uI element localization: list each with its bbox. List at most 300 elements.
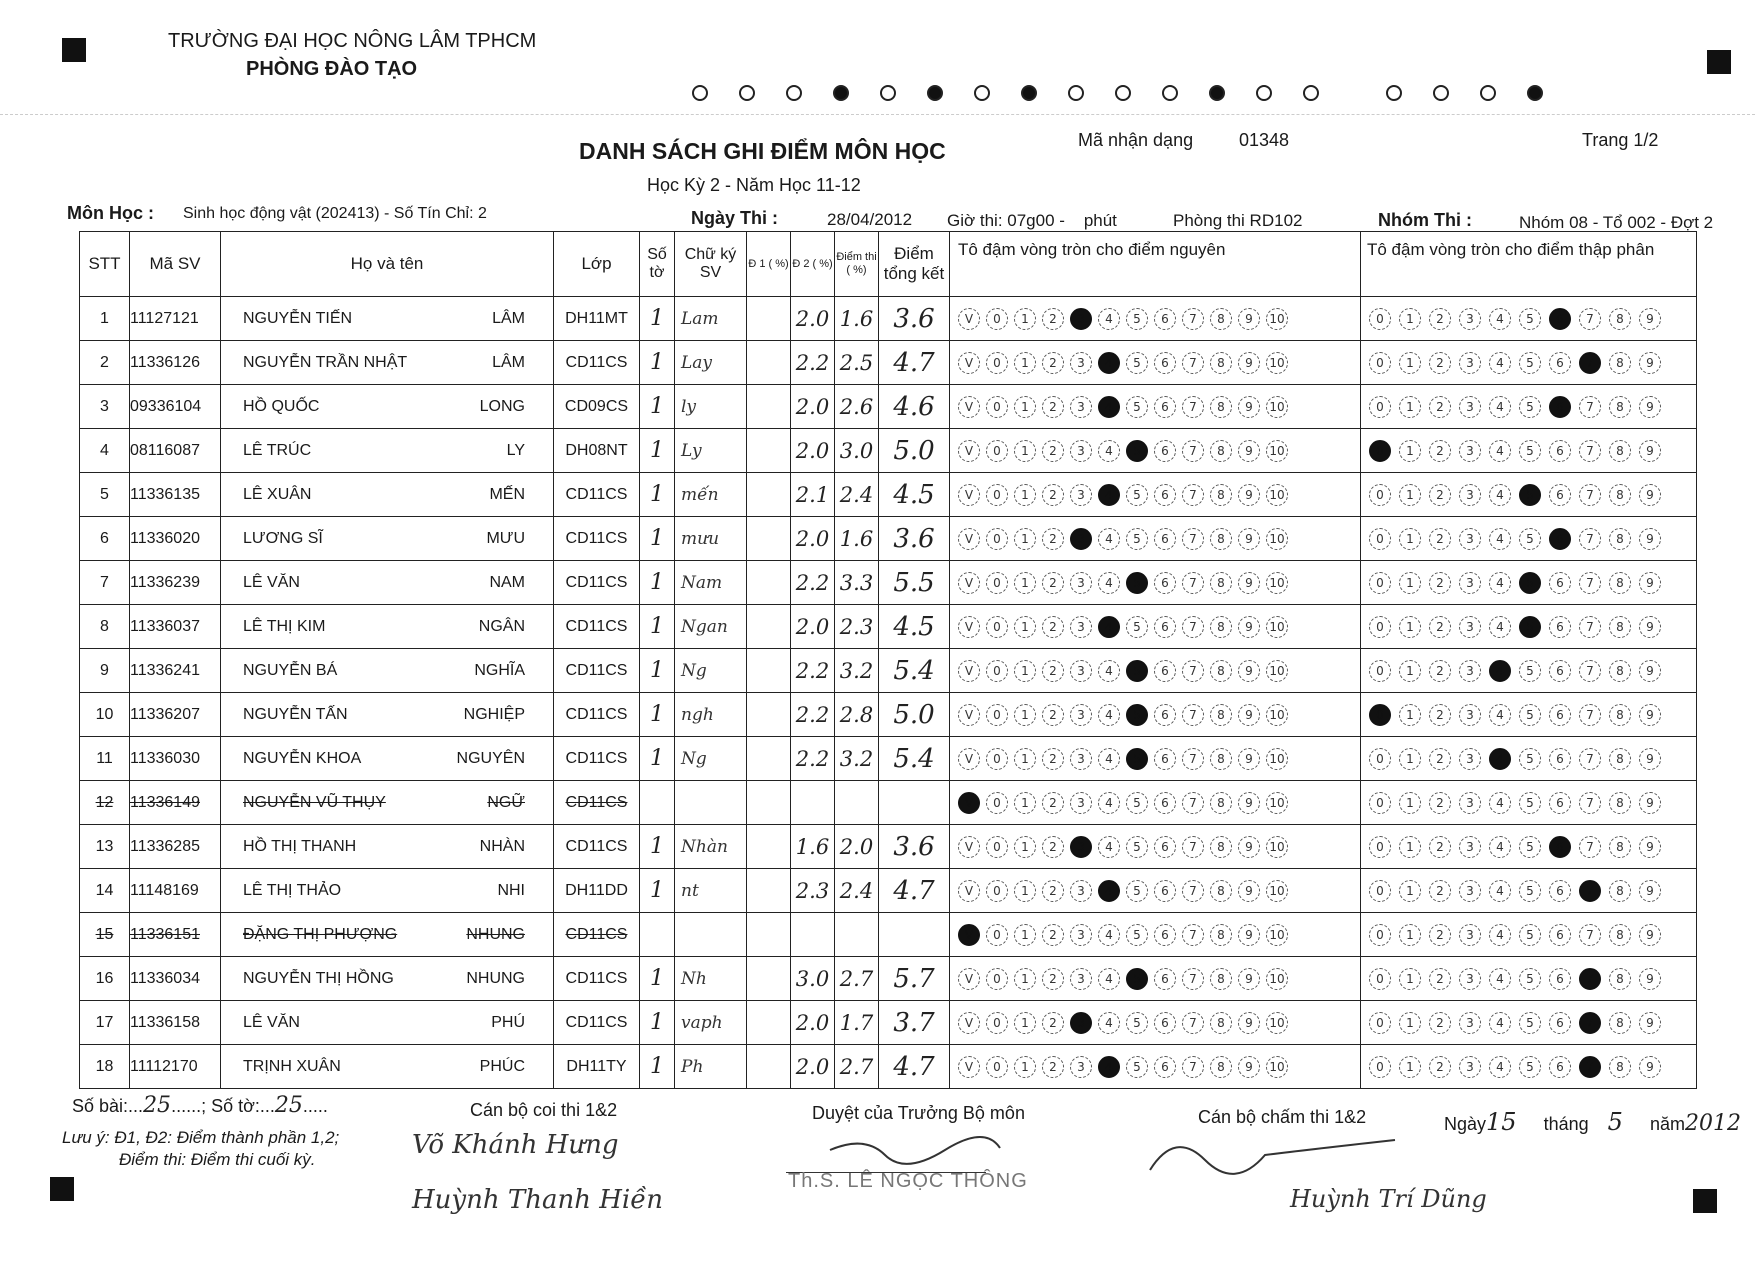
int-bubble-V[interactable]: V	[958, 572, 980, 594]
dec-bubble-9[interactable]: 9	[1639, 968, 1661, 990]
int-bubble-7[interactable]: 7	[1182, 660, 1204, 682]
int-bubble-V[interactable]: V	[958, 484, 980, 506]
int-bubble-10[interactable]: 10	[1266, 616, 1288, 638]
dec-bubble-2[interactable]: 2	[1429, 968, 1451, 990]
dec-bubble-4[interactable]: 4	[1489, 352, 1511, 374]
int-bubble-8[interactable]: 8	[1210, 836, 1232, 858]
dec-bubble-9[interactable]: 9	[1639, 352, 1661, 374]
dec-bubble-6[interactable]: 6	[1549, 528, 1571, 550]
dec-bubble-7[interactable]: 7	[1579, 308, 1601, 330]
int-bubble-2[interactable]: 2	[1042, 792, 1064, 814]
dec-bubble-5[interactable]: 5	[1519, 660, 1541, 682]
dec-bubble-2[interactable]: 2	[1429, 528, 1451, 550]
dec-bubble-8[interactable]: 8	[1609, 352, 1631, 374]
int-bubble-9[interactable]: 9	[1238, 528, 1260, 550]
int-bubble-9[interactable]: 9	[1238, 704, 1260, 726]
dec-bubble-0[interactable]: 0	[1369, 1056, 1391, 1078]
int-bubble-3[interactable]: 3	[1070, 836, 1092, 858]
dec-bubble-4[interactable]: 4	[1489, 660, 1511, 682]
dec-bubble-2[interactable]: 2	[1429, 572, 1451, 594]
int-bubble-0[interactable]: 0	[986, 968, 1008, 990]
int-bubble-7[interactable]: 7	[1182, 880, 1204, 902]
int-bubble-4[interactable]: 4	[1098, 924, 1120, 946]
dec-bubble-1[interactable]: 1	[1399, 880, 1421, 902]
int-bubble-2[interactable]: 2	[1042, 572, 1064, 594]
dec-bubble-9[interactable]: 9	[1639, 616, 1661, 638]
int-bubble-3[interactable]: 3	[1070, 484, 1092, 506]
int-bubble-3[interactable]: 3	[1070, 572, 1092, 594]
int-bubble-1[interactable]: 1	[1014, 616, 1036, 638]
dec-bubble-6[interactable]: 6	[1549, 616, 1571, 638]
int-bubble-6[interactable]: 6	[1154, 396, 1176, 418]
int-bubble-7[interactable]: 7	[1182, 924, 1204, 946]
int-bubble-0[interactable]: 0	[986, 484, 1008, 506]
int-bubble-0[interactable]: 0	[986, 836, 1008, 858]
dec-bubble-3[interactable]: 3	[1459, 1056, 1481, 1078]
dec-bubble-8[interactable]: 8	[1609, 572, 1631, 594]
int-bubble-4[interactable]: 4	[1098, 836, 1120, 858]
dec-bubble-9[interactable]: 9	[1639, 396, 1661, 418]
int-bubble-5[interactable]: 5	[1126, 484, 1148, 506]
int-bubble-8[interactable]: 8	[1210, 308, 1232, 330]
int-bubble-10[interactable]: 10	[1266, 704, 1288, 726]
dec-bubble-5[interactable]: 5	[1519, 924, 1541, 946]
int-bubble-6[interactable]: 6	[1154, 836, 1176, 858]
dec-bubble-9[interactable]: 9	[1639, 1012, 1661, 1034]
int-bubble-4[interactable]: 4	[1098, 704, 1120, 726]
dec-bubble-5[interactable]: 5	[1519, 1056, 1541, 1078]
dec-bubble-2[interactable]: 2	[1429, 1056, 1451, 1078]
dec-bubble-9[interactable]: 9	[1639, 1056, 1661, 1078]
int-bubble-7[interactable]: 7	[1182, 1056, 1204, 1078]
dec-bubble-9[interactable]: 9	[1639, 572, 1661, 594]
int-bubble-V[interactable]: V	[958, 352, 980, 374]
dec-bubble-4[interactable]: 4	[1489, 704, 1511, 726]
dec-bubble-4[interactable]: 4	[1489, 924, 1511, 946]
dec-bubble-3[interactable]: 3	[1459, 352, 1481, 374]
int-bubble-2[interactable]: 2	[1042, 396, 1064, 418]
int-bubble-0[interactable]: 0	[986, 748, 1008, 770]
int-bubble-10[interactable]: 10	[1266, 836, 1288, 858]
int-bubble-7[interactable]: 7	[1182, 396, 1204, 418]
dec-bubble-3[interactable]: 3	[1459, 440, 1481, 462]
int-bubble-V[interactable]: V	[958, 704, 980, 726]
dec-bubble-3[interactable]: 3	[1459, 968, 1481, 990]
int-bubble-6[interactable]: 6	[1154, 1012, 1176, 1034]
int-bubble-8[interactable]: 8	[1210, 968, 1232, 990]
int-bubble-6[interactable]: 6	[1154, 880, 1176, 902]
int-bubble-7[interactable]: 7	[1182, 792, 1204, 814]
dec-bubble-4[interactable]: 4	[1489, 836, 1511, 858]
int-bubble-10[interactable]: 10	[1266, 1012, 1288, 1034]
dec-bubble-4[interactable]: 4	[1489, 308, 1511, 330]
int-bubble-9[interactable]: 9	[1238, 880, 1260, 902]
int-bubble-10[interactable]: 10	[1266, 748, 1288, 770]
int-bubble-6[interactable]: 6	[1154, 352, 1176, 374]
dec-bubble-3[interactable]: 3	[1459, 704, 1481, 726]
dec-bubble-7[interactable]: 7	[1579, 880, 1601, 902]
int-bubble-10[interactable]: 10	[1266, 924, 1288, 946]
dec-bubble-6[interactable]: 6	[1549, 440, 1571, 462]
dec-bubble-7[interactable]: 7	[1579, 1012, 1601, 1034]
int-bubble-8[interactable]: 8	[1210, 792, 1232, 814]
int-bubble-9[interactable]: 9	[1238, 792, 1260, 814]
int-bubble-1[interactable]: 1	[1014, 1056, 1036, 1078]
dec-bubble-2[interactable]: 2	[1429, 792, 1451, 814]
dec-bubble-2[interactable]: 2	[1429, 308, 1451, 330]
int-bubble-4[interactable]: 4	[1098, 792, 1120, 814]
int-bubble-7[interactable]: 7	[1182, 440, 1204, 462]
dec-bubble-4[interactable]: 4	[1489, 968, 1511, 990]
int-bubble-6[interactable]: 6	[1154, 528, 1176, 550]
int-bubble-V[interactable]: V	[958, 396, 980, 418]
dec-bubble-0[interactable]: 0	[1369, 572, 1391, 594]
int-bubble-9[interactable]: 9	[1238, 616, 1260, 638]
dec-bubble-2[interactable]: 2	[1429, 484, 1451, 506]
int-bubble-1[interactable]: 1	[1014, 440, 1036, 462]
int-bubble-0[interactable]: 0	[986, 1012, 1008, 1034]
int-bubble-2[interactable]: 2	[1042, 1012, 1064, 1034]
int-bubble-2[interactable]: 2	[1042, 880, 1064, 902]
int-bubble-0[interactable]: 0	[986, 792, 1008, 814]
int-bubble-V[interactable]: V	[958, 616, 980, 638]
dec-bubble-2[interactable]: 2	[1429, 748, 1451, 770]
int-bubble-10[interactable]: 10	[1266, 1056, 1288, 1078]
dec-bubble-4[interactable]: 4	[1489, 616, 1511, 638]
int-bubble-7[interactable]: 7	[1182, 1012, 1204, 1034]
int-bubble-10[interactable]: 10	[1266, 528, 1288, 550]
dec-bubble-0[interactable]: 0	[1369, 660, 1391, 682]
int-bubble-8[interactable]: 8	[1210, 880, 1232, 902]
int-bubble-4[interactable]: 4	[1098, 660, 1120, 682]
int-bubble-2[interactable]: 2	[1042, 924, 1064, 946]
int-bubble-8[interactable]: 8	[1210, 924, 1232, 946]
dec-bubble-5[interactable]: 5	[1519, 880, 1541, 902]
int-bubble-9[interactable]: 9	[1238, 572, 1260, 594]
int-bubble-V[interactable]: V	[958, 880, 980, 902]
dec-bubble-4[interactable]: 4	[1489, 792, 1511, 814]
int-bubble-1[interactable]: 1	[1014, 660, 1036, 682]
dec-bubble-0[interactable]: 0	[1369, 968, 1391, 990]
dec-bubble-6[interactable]: 6	[1549, 308, 1571, 330]
dec-bubble-8[interactable]: 8	[1609, 484, 1631, 506]
dec-bubble-0[interactable]: 0	[1369, 880, 1391, 902]
int-bubble-2[interactable]: 2	[1042, 660, 1064, 682]
int-bubble-4[interactable]: 4	[1098, 572, 1120, 594]
int-bubble-V[interactable]: V	[958, 836, 980, 858]
int-bubble-9[interactable]: 9	[1238, 924, 1260, 946]
int-bubble-4[interactable]: 4	[1098, 880, 1120, 902]
dec-bubble-1[interactable]: 1	[1399, 924, 1421, 946]
int-bubble-1[interactable]: 1	[1014, 528, 1036, 550]
int-bubble-1[interactable]: 1	[1014, 352, 1036, 374]
int-bubble-3[interactable]: 3	[1070, 308, 1092, 330]
dec-bubble-2[interactable]: 2	[1429, 616, 1451, 638]
dec-bubble-6[interactable]: 6	[1549, 484, 1571, 506]
int-bubble-4[interactable]: 4	[1098, 308, 1120, 330]
int-bubble-5[interactable]: 5	[1126, 528, 1148, 550]
int-bubble-0[interactable]: 0	[986, 660, 1008, 682]
int-bubble-1[interactable]: 1	[1014, 572, 1036, 594]
int-bubble-3[interactable]: 3	[1070, 968, 1092, 990]
dec-bubble-5[interactable]: 5	[1519, 748, 1541, 770]
dec-bubble-0[interactable]: 0	[1369, 836, 1391, 858]
dec-bubble-8[interactable]: 8	[1609, 1012, 1631, 1034]
int-bubble-8[interactable]: 8	[1210, 660, 1232, 682]
int-bubble-3[interactable]: 3	[1070, 704, 1092, 726]
int-bubble-1[interactable]: 1	[1014, 924, 1036, 946]
int-bubble-V[interactable]: V	[958, 1012, 980, 1034]
int-bubble-3[interactable]: 3	[1070, 748, 1092, 770]
dec-bubble-8[interactable]: 8	[1609, 968, 1631, 990]
dec-bubble-3[interactable]: 3	[1459, 396, 1481, 418]
dec-bubble-9[interactable]: 9	[1639, 880, 1661, 902]
int-bubble-10[interactable]: 10	[1266, 484, 1288, 506]
dec-bubble-9[interactable]: 9	[1639, 484, 1661, 506]
int-bubble-4[interactable]: 4	[1098, 352, 1120, 374]
int-bubble-5[interactable]: 5	[1126, 792, 1148, 814]
dec-bubble-1[interactable]: 1	[1399, 836, 1421, 858]
int-bubble-3[interactable]: 3	[1070, 440, 1092, 462]
dec-bubble-7[interactable]: 7	[1579, 660, 1601, 682]
int-bubble-7[interactable]: 7	[1182, 352, 1204, 374]
int-bubble-1[interactable]: 1	[1014, 396, 1036, 418]
dec-bubble-1[interactable]: 1	[1399, 484, 1421, 506]
int-bubble-9[interactable]: 9	[1238, 484, 1260, 506]
int-bubble-5[interactable]: 5	[1126, 308, 1148, 330]
dec-bubble-7[interactable]: 7	[1579, 792, 1601, 814]
dec-bubble-4[interactable]: 4	[1489, 396, 1511, 418]
int-bubble-3[interactable]: 3	[1070, 1012, 1092, 1034]
int-bubble-3[interactable]: 3	[1070, 396, 1092, 418]
int-bubble-4[interactable]: 4	[1098, 616, 1120, 638]
dec-bubble-0[interactable]: 0	[1369, 924, 1391, 946]
int-bubble-7[interactable]: 7	[1182, 484, 1204, 506]
dec-bubble-1[interactable]: 1	[1399, 968, 1421, 990]
dec-bubble-9[interactable]: 9	[1639, 660, 1661, 682]
dec-bubble-1[interactable]: 1	[1399, 1056, 1421, 1078]
dec-bubble-3[interactable]: 3	[1459, 792, 1481, 814]
dec-bubble-0[interactable]: 0	[1369, 748, 1391, 770]
dec-bubble-4[interactable]: 4	[1489, 1012, 1511, 1034]
dec-bubble-7[interactable]: 7	[1579, 748, 1601, 770]
int-bubble-9[interactable]: 9	[1238, 308, 1260, 330]
dec-bubble-4[interactable]: 4	[1489, 528, 1511, 550]
dec-bubble-0[interactable]: 0	[1369, 528, 1391, 550]
int-bubble-9[interactable]: 9	[1238, 660, 1260, 682]
dec-bubble-7[interactable]: 7	[1579, 484, 1601, 506]
int-bubble-5[interactable]: 5	[1126, 660, 1148, 682]
dec-bubble-6[interactable]: 6	[1549, 968, 1571, 990]
dec-bubble-9[interactable]: 9	[1639, 704, 1661, 726]
dec-bubble-5[interactable]: 5	[1519, 528, 1541, 550]
int-bubble-3[interactable]: 3	[1070, 616, 1092, 638]
dec-bubble-0[interactable]: 0	[1369, 352, 1391, 374]
int-bubble-10[interactable]: 10	[1266, 396, 1288, 418]
dec-bubble-3[interactable]: 3	[1459, 572, 1481, 594]
int-bubble-8[interactable]: 8	[1210, 704, 1232, 726]
dec-bubble-2[interactable]: 2	[1429, 440, 1451, 462]
int-bubble-10[interactable]: 10	[1266, 440, 1288, 462]
int-bubble-3[interactable]: 3	[1070, 792, 1092, 814]
int-bubble-8[interactable]: 8	[1210, 484, 1232, 506]
dec-bubble-2[interactable]: 2	[1429, 396, 1451, 418]
dec-bubble-4[interactable]: 4	[1489, 440, 1511, 462]
int-bubble-V[interactable]: V	[958, 792, 980, 814]
dec-bubble-2[interactable]: 2	[1429, 880, 1451, 902]
dec-bubble-3[interactable]: 3	[1459, 484, 1481, 506]
int-bubble-6[interactable]: 6	[1154, 792, 1176, 814]
int-bubble-6[interactable]: 6	[1154, 616, 1176, 638]
int-bubble-2[interactable]: 2	[1042, 748, 1064, 770]
int-bubble-1[interactable]: 1	[1014, 704, 1036, 726]
int-bubble-9[interactable]: 9	[1238, 396, 1260, 418]
int-bubble-4[interactable]: 4	[1098, 528, 1120, 550]
int-bubble-6[interactable]: 6	[1154, 1056, 1176, 1078]
int-bubble-0[interactable]: 0	[986, 616, 1008, 638]
dec-bubble-0[interactable]: 0	[1369, 1012, 1391, 1034]
int-bubble-0[interactable]: 0	[986, 572, 1008, 594]
dec-bubble-3[interactable]: 3	[1459, 660, 1481, 682]
dec-bubble-9[interactable]: 9	[1639, 308, 1661, 330]
dec-bubble-4[interactable]: 4	[1489, 880, 1511, 902]
int-bubble-2[interactable]: 2	[1042, 528, 1064, 550]
int-bubble-4[interactable]: 4	[1098, 1056, 1120, 1078]
dec-bubble-1[interactable]: 1	[1399, 352, 1421, 374]
int-bubble-5[interactable]: 5	[1126, 704, 1148, 726]
int-bubble-8[interactable]: 8	[1210, 352, 1232, 374]
dec-bubble-7[interactable]: 7	[1579, 396, 1601, 418]
int-bubble-3[interactable]: 3	[1070, 880, 1092, 902]
int-bubble-10[interactable]: 10	[1266, 968, 1288, 990]
dec-bubble-5[interactable]: 5	[1519, 836, 1541, 858]
dec-bubble-5[interactable]: 5	[1519, 616, 1541, 638]
dec-bubble-8[interactable]: 8	[1609, 836, 1631, 858]
dec-bubble-7[interactable]: 7	[1579, 528, 1601, 550]
dec-bubble-3[interactable]: 3	[1459, 880, 1481, 902]
dec-bubble-8[interactable]: 8	[1609, 704, 1631, 726]
int-bubble-5[interactable]: 5	[1126, 1056, 1148, 1078]
dec-bubble-5[interactable]: 5	[1519, 792, 1541, 814]
dec-bubble-7[interactable]: 7	[1579, 924, 1601, 946]
dec-bubble-8[interactable]: 8	[1609, 660, 1631, 682]
dec-bubble-1[interactable]: 1	[1399, 1012, 1421, 1034]
int-bubble-5[interactable]: 5	[1126, 836, 1148, 858]
dec-bubble-6[interactable]: 6	[1549, 924, 1571, 946]
dec-bubble-3[interactable]: 3	[1459, 836, 1481, 858]
dec-bubble-8[interactable]: 8	[1609, 1056, 1631, 1078]
int-bubble-4[interactable]: 4	[1098, 440, 1120, 462]
int-bubble-0[interactable]: 0	[986, 924, 1008, 946]
int-bubble-2[interactable]: 2	[1042, 704, 1064, 726]
dec-bubble-0[interactable]: 0	[1369, 440, 1391, 462]
int-bubble-V[interactable]: V	[958, 968, 980, 990]
int-bubble-V[interactable]: V	[958, 440, 980, 462]
int-bubble-8[interactable]: 8	[1210, 1012, 1232, 1034]
int-bubble-8[interactable]: 8	[1210, 396, 1232, 418]
int-bubble-5[interactable]: 5	[1126, 880, 1148, 902]
int-bubble-4[interactable]: 4	[1098, 968, 1120, 990]
dec-bubble-2[interactable]: 2	[1429, 704, 1451, 726]
dec-bubble-5[interactable]: 5	[1519, 396, 1541, 418]
dec-bubble-8[interactable]: 8	[1609, 396, 1631, 418]
dec-bubble-7[interactable]: 7	[1579, 968, 1601, 990]
dec-bubble-6[interactable]: 6	[1549, 748, 1571, 770]
dec-bubble-9[interactable]: 9	[1639, 792, 1661, 814]
dec-bubble-2[interactable]: 2	[1429, 660, 1451, 682]
dec-bubble-8[interactable]: 8	[1609, 880, 1631, 902]
dec-bubble-1[interactable]: 1	[1399, 748, 1421, 770]
dec-bubble-5[interactable]: 5	[1519, 968, 1541, 990]
dec-bubble-6[interactable]: 6	[1549, 792, 1571, 814]
int-bubble-4[interactable]: 4	[1098, 1012, 1120, 1034]
int-bubble-V[interactable]: V	[958, 748, 980, 770]
int-bubble-3[interactable]: 3	[1070, 660, 1092, 682]
int-bubble-1[interactable]: 1	[1014, 880, 1036, 902]
dec-bubble-2[interactable]: 2	[1429, 1012, 1451, 1034]
dec-bubble-2[interactable]: 2	[1429, 352, 1451, 374]
int-bubble-2[interactable]: 2	[1042, 616, 1064, 638]
int-bubble-9[interactable]: 9	[1238, 440, 1260, 462]
int-bubble-1[interactable]: 1	[1014, 1012, 1036, 1034]
int-bubble-6[interactable]: 6	[1154, 308, 1176, 330]
int-bubble-0[interactable]: 0	[986, 880, 1008, 902]
int-bubble-V[interactable]: V	[958, 660, 980, 682]
int-bubble-1[interactable]: 1	[1014, 968, 1036, 990]
int-bubble-7[interactable]: 7	[1182, 836, 1204, 858]
int-bubble-10[interactable]: 10	[1266, 880, 1288, 902]
int-bubble-5[interactable]: 5	[1126, 924, 1148, 946]
int-bubble-8[interactable]: 8	[1210, 572, 1232, 594]
dec-bubble-1[interactable]: 1	[1399, 616, 1421, 638]
int-bubble-5[interactable]: 5	[1126, 748, 1148, 770]
int-bubble-V[interactable]: V	[958, 1056, 980, 1078]
int-bubble-0[interactable]: 0	[986, 1056, 1008, 1078]
int-bubble-1[interactable]: 1	[1014, 792, 1036, 814]
int-bubble-4[interactable]: 4	[1098, 396, 1120, 418]
dec-bubble-8[interactable]: 8	[1609, 616, 1631, 638]
int-bubble-6[interactable]: 6	[1154, 484, 1176, 506]
int-bubble-8[interactable]: 8	[1210, 528, 1232, 550]
int-bubble-9[interactable]: 9	[1238, 968, 1260, 990]
dec-bubble-1[interactable]: 1	[1399, 528, 1421, 550]
dec-bubble-8[interactable]: 8	[1609, 440, 1631, 462]
int-bubble-2[interactable]: 2	[1042, 1056, 1064, 1078]
int-bubble-0[interactable]: 0	[986, 308, 1008, 330]
dec-bubble-9[interactable]: 9	[1639, 528, 1661, 550]
int-bubble-2[interactable]: 2	[1042, 968, 1064, 990]
int-bubble-V[interactable]: V	[958, 528, 980, 550]
int-bubble-2[interactable]: 2	[1042, 836, 1064, 858]
int-bubble-5[interactable]: 5	[1126, 616, 1148, 638]
int-bubble-9[interactable]: 9	[1238, 352, 1260, 374]
dec-bubble-1[interactable]: 1	[1399, 572, 1421, 594]
dec-bubble-5[interactable]: 5	[1519, 352, 1541, 374]
int-bubble-8[interactable]: 8	[1210, 440, 1232, 462]
dec-bubble-3[interactable]: 3	[1459, 924, 1481, 946]
int-bubble-5[interactable]: 5	[1126, 352, 1148, 374]
dec-bubble-6[interactable]: 6	[1549, 572, 1571, 594]
int-bubble-10[interactable]: 10	[1266, 660, 1288, 682]
int-bubble-6[interactable]: 6	[1154, 924, 1176, 946]
dec-bubble-5[interactable]: 5	[1519, 572, 1541, 594]
int-bubble-2[interactable]: 2	[1042, 484, 1064, 506]
dec-bubble-5[interactable]: 5	[1519, 704, 1541, 726]
int-bubble-8[interactable]: 8	[1210, 1056, 1232, 1078]
int-bubble-4[interactable]: 4	[1098, 484, 1120, 506]
int-bubble-2[interactable]: 2	[1042, 352, 1064, 374]
int-bubble-5[interactable]: 5	[1126, 1012, 1148, 1034]
